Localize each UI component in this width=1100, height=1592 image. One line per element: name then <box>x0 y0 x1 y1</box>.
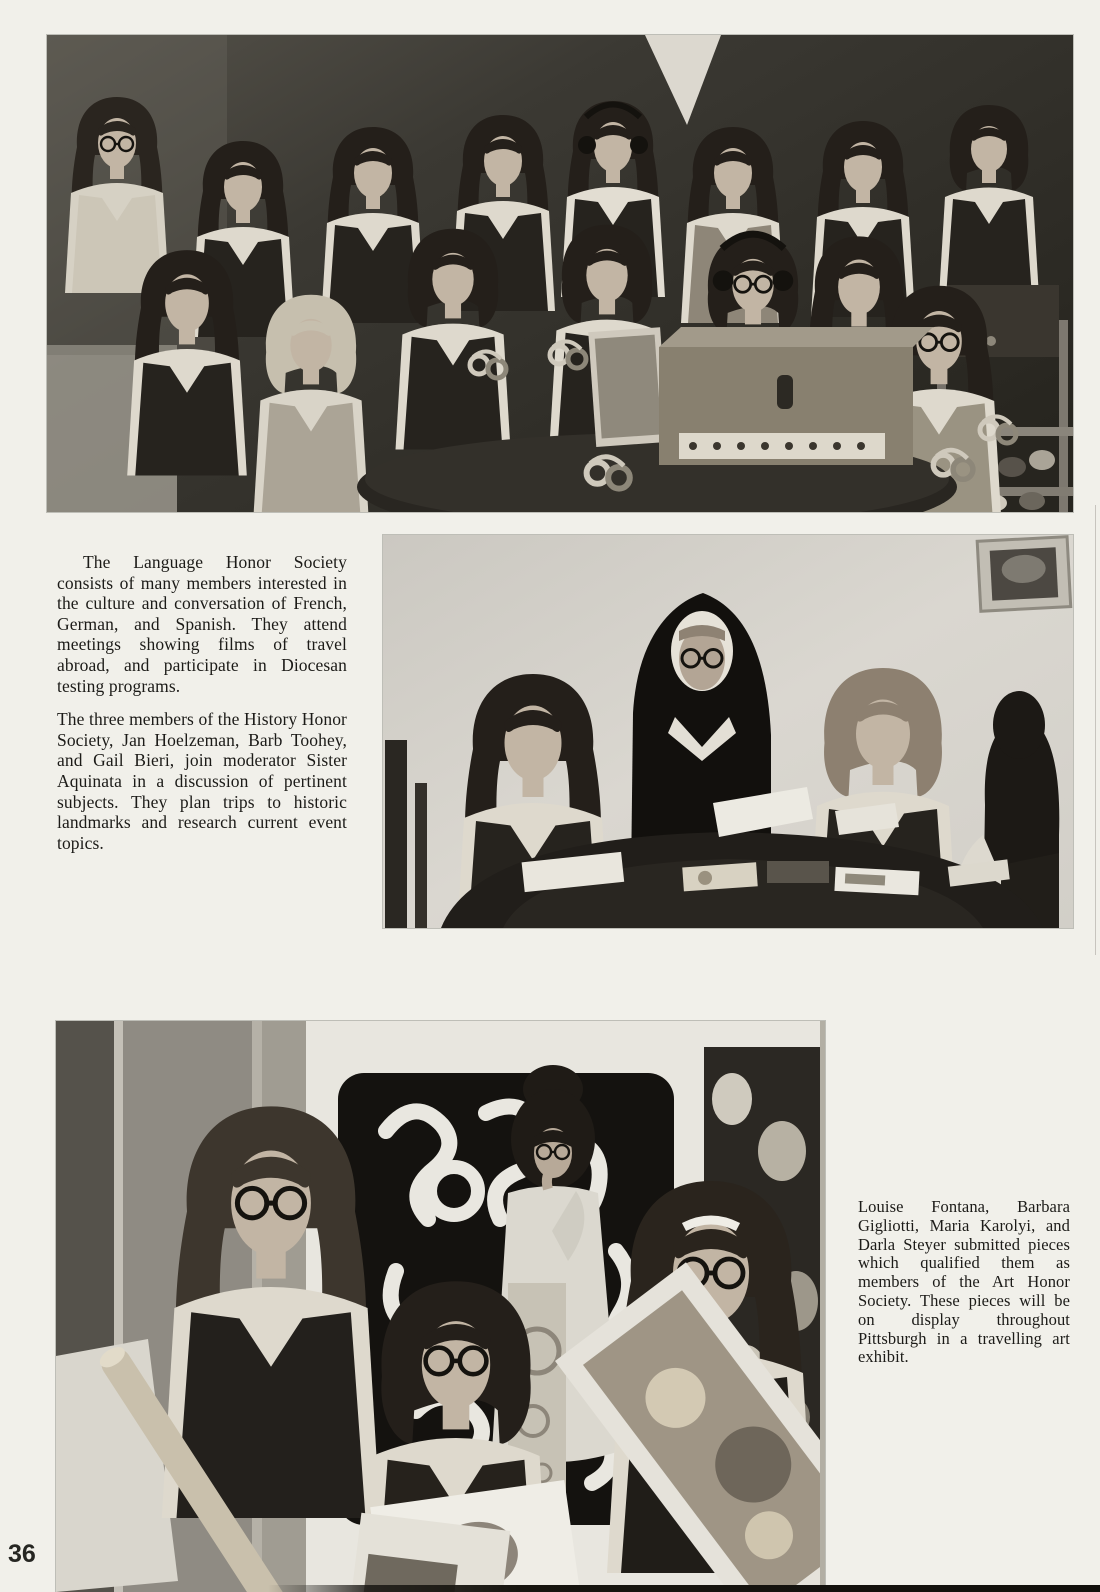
photo-history-discussion <box>383 535 1073 928</box>
scan-edge-line <box>1095 505 1096 955</box>
caption-language-paragraph: The Language Honor Society consists of many members interested in the culture and conversation of French, German, and Spanish. They attend meetings showing films of travel abroad, and participate in Diocesan testing programs. <box>57 552 347 696</box>
photo-history-art <box>383 535 1073 928</box>
caption-language-history <box>57 552 347 866</box>
photo-art-display <box>56 1021 825 1592</box>
photo-language-lab <box>47 35 1073 512</box>
caption-art-paragraph: Louise Fontana, Barbara Gigliotti, Maria Karolyi, and Darla Steyer submitted pieces which qualified them as members of the Art Honor Society. These pieces will be on display throughout Pittsburgh in a travelling art exhibit. <box>858 1197 1070 1367</box>
scan-bottom-shadow <box>268 1585 1100 1592</box>
page-number: 36 <box>8 1540 36 1568</box>
wall-picture-frame <box>977 537 1071 612</box>
photo-language-lab-art <box>47 35 1073 512</box>
caption-history-paragraph: The three members of the History Honor Society, Jan Hoelzeman, Barb Toohey, and Gail Bieri, join moderator Sister Aquinata in a discussion of pertinent subjects. They plan trips to historic landmarks and research current event topics. <box>57 709 347 853</box>
caption-art <box>858 1198 1070 1380</box>
photo-art-art <box>56 1021 820 1592</box>
